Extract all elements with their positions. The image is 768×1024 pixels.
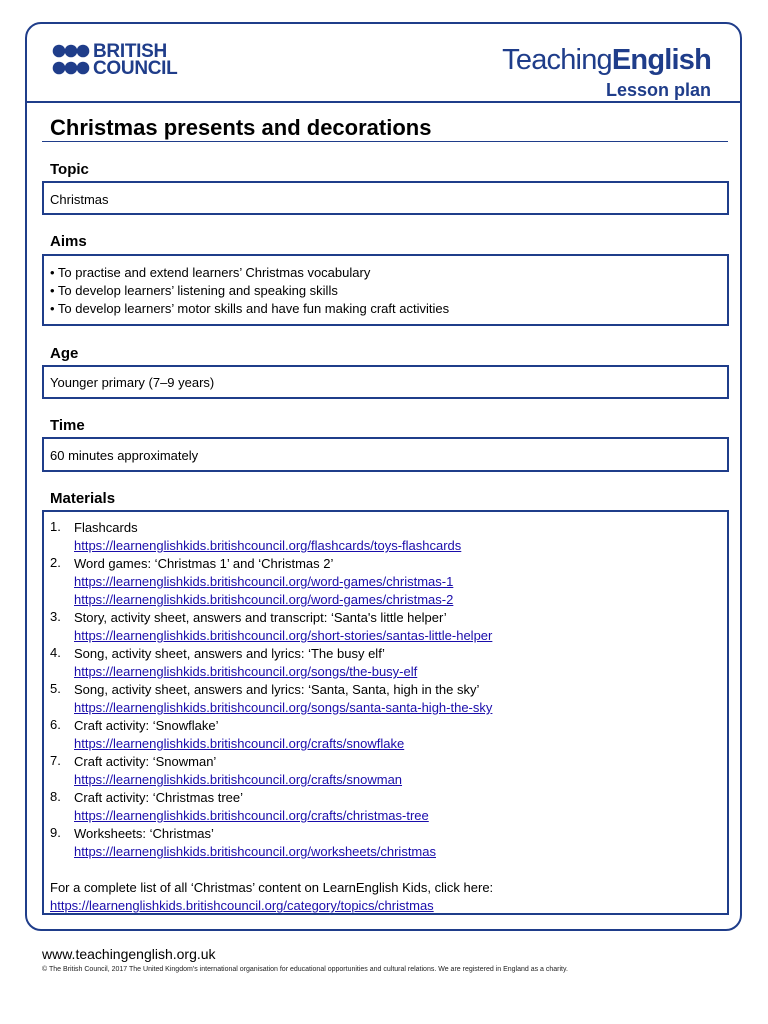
topic-label: Topic: [50, 161, 89, 178]
material-number: 1.: [50, 519, 61, 534]
material-number: 3.: [50, 609, 61, 624]
aims-list: [50, 264, 721, 318]
age-label: Age: [50, 345, 79, 362]
material-number: 9.: [50, 825, 61, 840]
topic-value: Christmas: [50, 192, 109, 207]
materials-label: Materials: [50, 490, 116, 507]
aims-box: [42, 254, 729, 326]
material-number: 8.: [50, 789, 61, 804]
material-link[interactable]: https://learnenglishkids.britishcouncil.org/crafts/snowman: [74, 772, 403, 787]
material-link[interactable]: https://learnenglishkids.britishcouncil.org/crafts/snowflake: [74, 736, 405, 751]
time-box: [42, 437, 729, 472]
material-number: 7.: [50, 753, 61, 768]
document-title: Christmas presents and decorations: [50, 115, 432, 140]
footer-copyright: © The British Council, 2017 The United Kingdom’s international organisation for educational opportunities and cultural relations. We are registered in England as a charity.: [42, 966, 568, 973]
material-link[interactable]: https://learnenglishkids.britishcouncil.org/crafts/christmas-tree: [74, 808, 429, 823]
topic-box: [42, 181, 729, 215]
brand-light: Teaching: [502, 44, 612, 76]
material-text: Song, activity sheet, answers and lyrics: ‘Santa, Santa, high in the sky’: [74, 682, 480, 697]
footer-website: www.teachingenglish.org.uk: [42, 946, 216, 962]
material-text: Song, activity sheet, answers and lyrics: ‘The busy elf’: [74, 646, 385, 661]
title-underline: [42, 141, 728, 142]
material-link[interactable]: https://learnenglishkids.britishcouncil.org/flashcards/toys-flashcards: [74, 538, 462, 553]
material-link[interactable]: https://learnenglishkids.britishcouncil.org/word-games/christmas-1: [74, 574, 454, 589]
material-text: Word games: ‘Christmas 1’ and ‘Christmas 2’: [74, 556, 334, 571]
material-text: Craft activity: ‘Snowflake’: [74, 718, 219, 733]
aims-item: • To develop learners’ listening and speaking skills: [50, 283, 338, 298]
org-line-1: BRITISH: [93, 41, 167, 62]
materials-list: [50, 519, 721, 861]
material-text: Craft activity: ‘Snowman’: [74, 754, 217, 769]
material-text: Craft activity: ‘Christmas tree’: [74, 790, 244, 805]
material-item: [50, 825, 721, 861]
material-link[interactable]: https://learnenglishkids.britishcouncil.org/songs/the-busy-elf: [74, 664, 418, 679]
aims-item: • To practise and extend learners’ Christmas vocabulary: [50, 265, 371, 280]
material-item: [50, 555, 721, 609]
british-council-wordmark: [93, 43, 177, 77]
aims-item: • To develop learners’ motor skills and have fun making craft activities: [50, 301, 450, 316]
material-link[interactable]: https://learnenglishkids.britishcouncil.org/short-stories/santas-little-helper: [74, 628, 493, 643]
materials-closing-link[interactable]: https://learnenglishkids.britishcouncil.org/category/topics/christmas: [50, 898, 434, 913]
header-divider: [25, 101, 742, 103]
material-number: 5.: [50, 681, 61, 696]
org-line-2: COUNCIL: [93, 58, 178, 79]
materials-closing-text: For a complete list of all ‘Christmas’ content on LearnEnglish Kids, click here:: [50, 880, 494, 895]
material-item: [50, 609, 721, 645]
time-value: 60 minutes approximately: [50, 448, 199, 463]
time-label: Time: [50, 417, 85, 434]
material-item: [50, 753, 721, 789]
aims-label: Aims: [50, 233, 87, 250]
age-box: [42, 365, 729, 399]
material-number: 2.: [50, 555, 61, 570]
material-link[interactable]: https://learnenglishkids.britishcouncil.org/songs/santa-santa-high-the-sky: [74, 700, 493, 715]
material-text: Flashcards: [74, 520, 138, 535]
material-text: Worksheets: ‘Christmas’: [74, 826, 214, 841]
material-number: 4.: [50, 645, 61, 660]
material-number: 6.: [50, 717, 61, 732]
lesson-plan-label: Lesson plan: [605, 80, 711, 100]
age-value: Younger primary (7–9 years): [50, 375, 215, 390]
material-item: [50, 681, 721, 717]
material-link[interactable]: https://learnenglishkids.britishcouncil.org/word-games/christmas-2: [74, 592, 454, 607]
brand-bold: English: [611, 44, 711, 76]
materials-box: [42, 510, 729, 915]
british-council-logo-icon: [52, 44, 90, 76]
material-link[interactable]: https://learnenglishkids.britishcouncil.org/worksheets/christmas: [74, 844, 436, 859]
teaching-english-brand: [502, 44, 711, 77]
material-text: Story, activity sheet, answers and transcript: ‘Santa's little helper’: [74, 610, 447, 625]
material-item: [50, 645, 721, 681]
material-item: [50, 519, 721, 555]
material-item: [50, 717, 721, 753]
material-item: [50, 789, 721, 825]
